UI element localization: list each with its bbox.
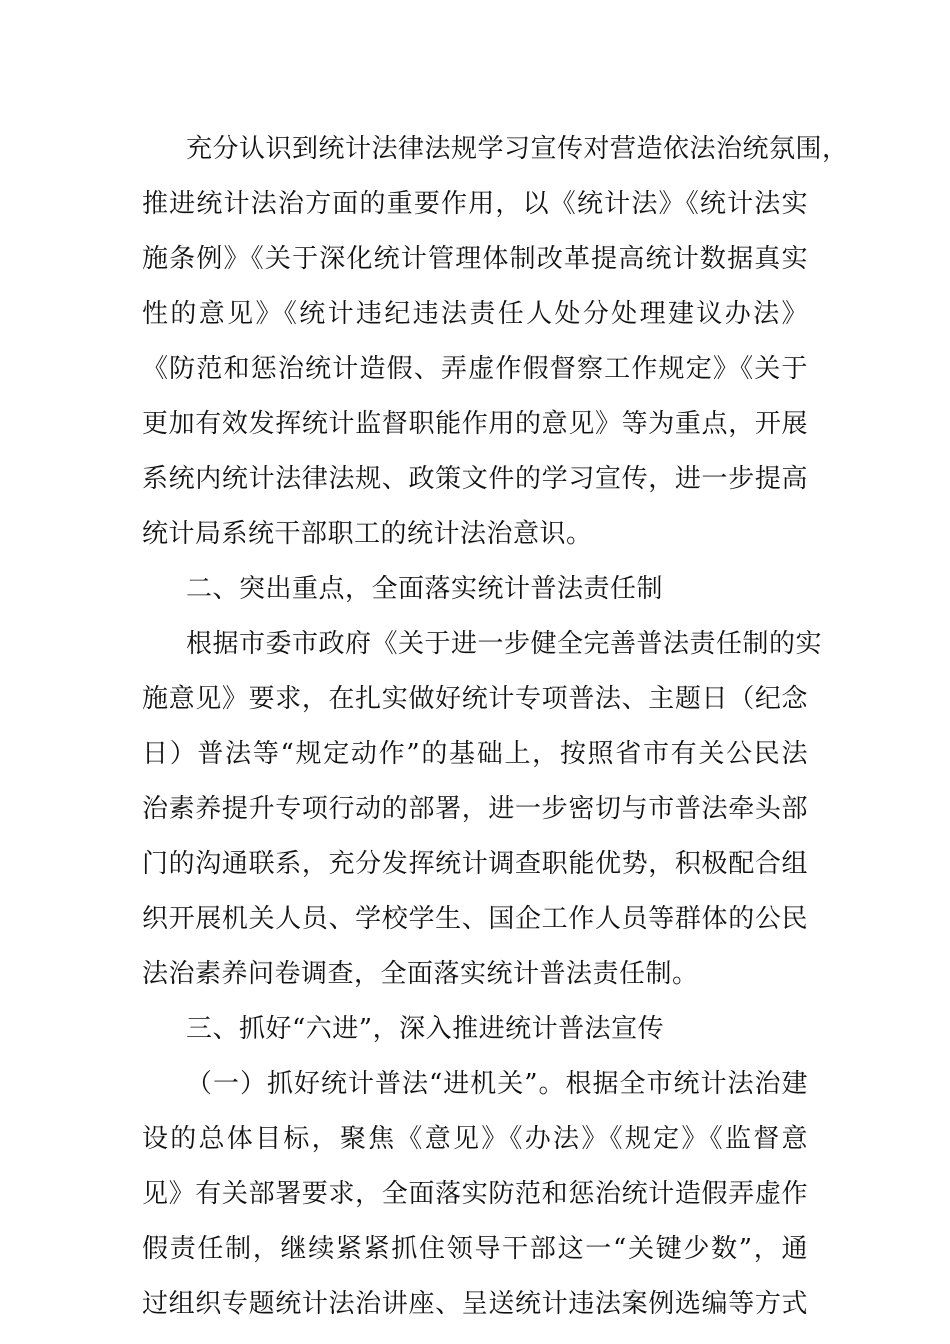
paragraph-3-line-5: 过组织专题统计法治讲座、呈送统计违法案例选编等方式 [142, 1289, 808, 1319]
paragraph-2-line-6: 织开展机关人员、学校学生、国企工作人员等群体的公民 [142, 904, 808, 934]
paragraph-1-line-3: 施条例》《关于深化统计管理体制改革提高统计数据真实 [142, 244, 808, 274]
paragraph-3-line-4: 假责任制，继续紧紧抓住领导干部这一“关键少数”，通 [142, 1234, 808, 1264]
paragraph-3-line-1: （一）抓好统计普法“进机关”。根据全市统计法治建 [186, 1069, 808, 1099]
section-heading-3: 三、抓好“六进”，深入推进统计普法宣传 [186, 1014, 665, 1044]
paragraph-3-line-2: 设的总体目标，聚焦《意见》《办法》《规定》《监督意 [142, 1124, 808, 1154]
paragraph-1-line-5: 《防范和惩治统计造假、弄虚作假督察工作规定》《关于 [142, 354, 808, 384]
paragraph-2-line-3: 日）普法等“规定动作”的基础上，按照省市有关公民法 [142, 739, 808, 769]
document-page [142, 122, 849, 1332]
paragraph-1-line-8: 统计局系统干部职工的统计法治意识。 [142, 519, 593, 549]
paragraph-2-line-2: 施意见》要求，在扎实做好统计专项普法、主题日（纪念 [142, 684, 808, 714]
section-heading-2: 二、突出重点，全面落实统计普法责任制 [186, 574, 664, 604]
paragraph-2-line-7: 法治素养问卷调查，全面落实统计普法责任制。 [142, 959, 699, 989]
paragraph-1-line-1: 充分认识到统计法律法规学习宣传对营造依法治统氛围， [186, 134, 849, 164]
paragraph-1-line-2: 推进统计法治方面的重要作用，以《统计法》《统计法实 [142, 189, 808, 219]
paragraph-2-line-1: 根据市委市政府《关于进一步健全完善普法责任制的实 [186, 629, 823, 659]
paragraph-2-line-4: 治素养提升专项行动的部署，进一步密切与市普法牵头部 [142, 794, 808, 824]
paragraph-2-line-5: 门的沟通联系，充分发挥统计调查职能优势，积极配合组 [142, 849, 808, 879]
paragraph-1-line-7: 系统内统计法律法规、政策文件的学习宣传，进一步提高 [142, 464, 808, 494]
paragraph-1-line-6: 更加有效发挥统计监督职能作用的意见》等为重点，开展 [142, 409, 808, 439]
paragraph-1-line-4: 性的意见》《统计违纪违法责任人处分处理建议办法》 [142, 299, 808, 329]
paragraph-3-line-3: 见》有关部署要求，全面落实防范和惩治统计造假弄虚作 [142, 1179, 808, 1209]
